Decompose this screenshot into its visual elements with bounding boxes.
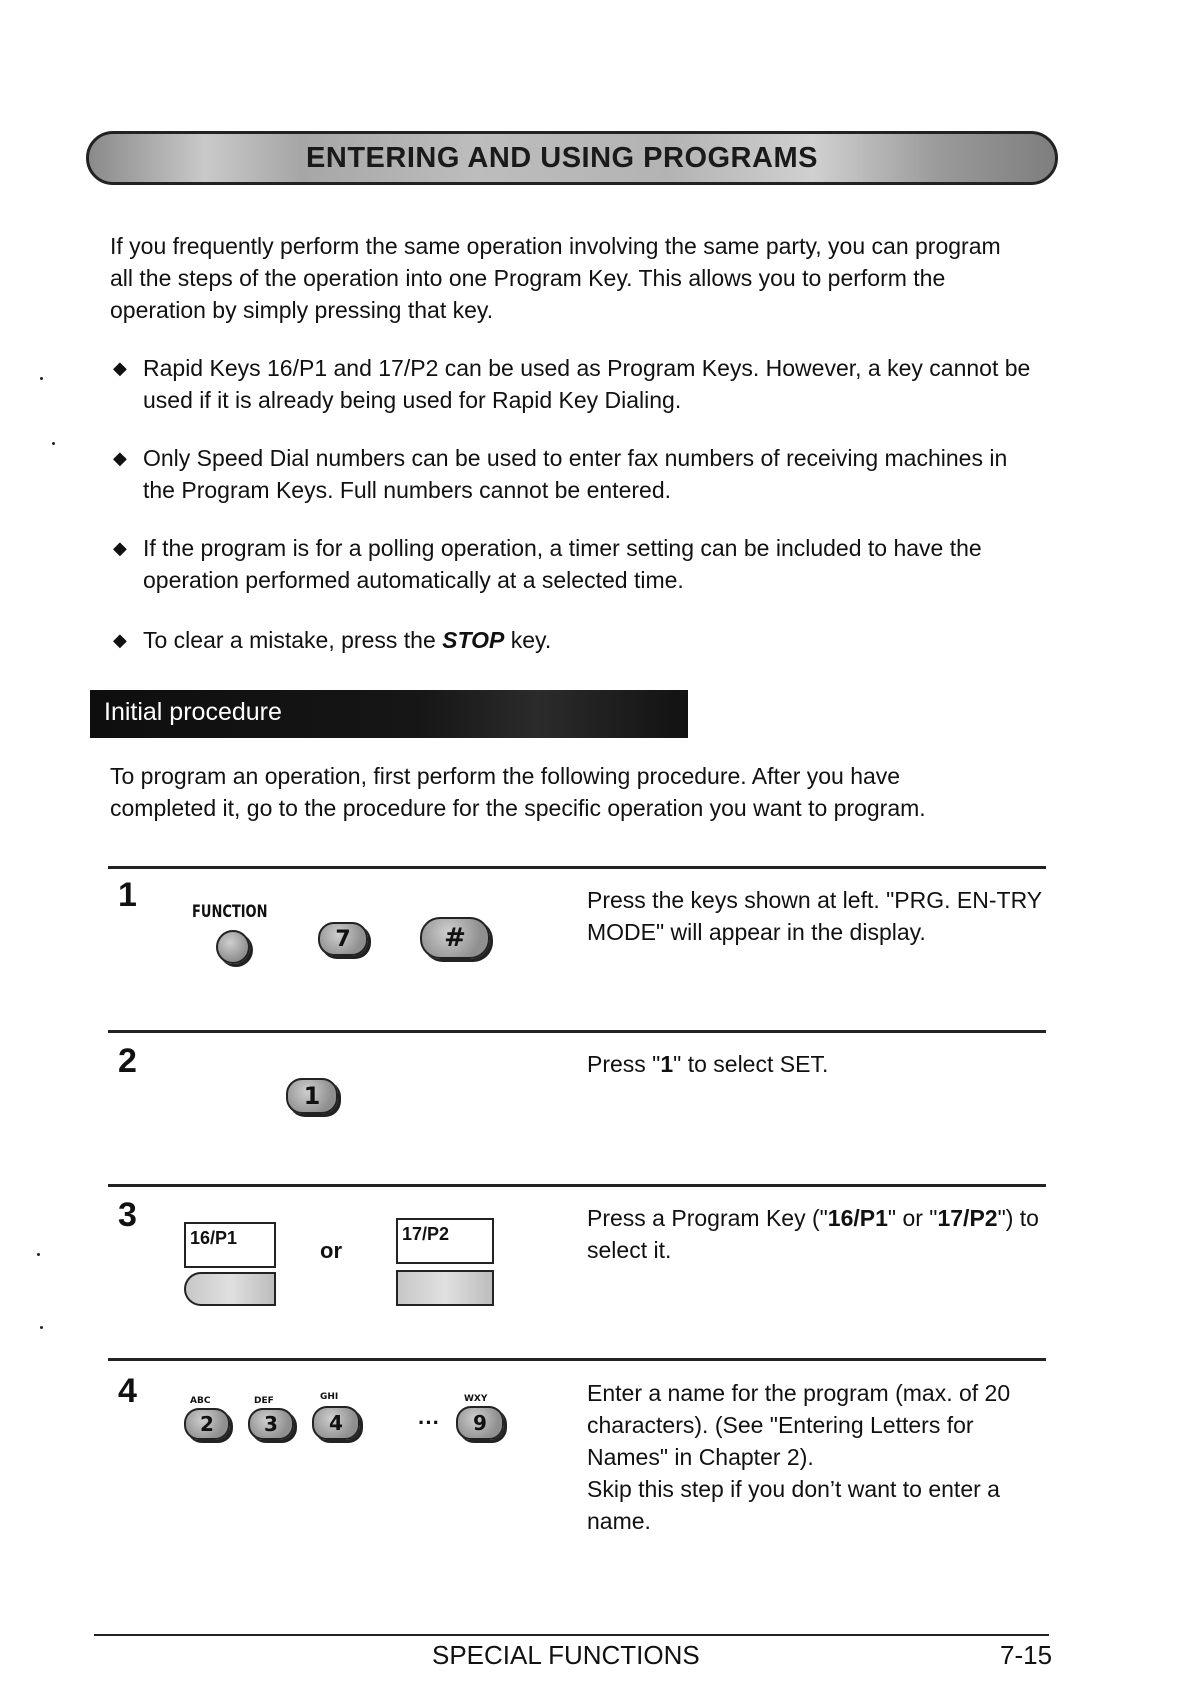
bullet-diamond-icon: ◆	[113, 538, 127, 558]
stop-key-label: STOP	[442, 627, 505, 653]
step-divider	[108, 1358, 1046, 1361]
function-key-label: FUNCTION	[192, 902, 268, 922]
step-divider	[108, 1030, 1046, 1033]
bullet-item	[113, 532, 1033, 596]
bullet-item	[113, 352, 1033, 416]
ellipsis: ···	[418, 1410, 440, 1435]
key-2: 2	[184, 1408, 230, 1440]
key-letters-label: DEF	[254, 1396, 274, 1406]
scan-mark	[52, 442, 55, 445]
bullet-item	[113, 624, 1033, 656]
bullet-diamond-icon: ◆	[113, 448, 127, 468]
bullet-text: To clear a mistake, press the STOP key.	[143, 627, 552, 653]
step-divider	[108, 866, 1046, 869]
scan-mark	[40, 377, 43, 380]
footer-divider	[94, 1634, 1049, 1636]
bullet-diamond-icon: ◆	[113, 630, 127, 650]
step-divider	[108, 1184, 1046, 1187]
step-4-text: Enter a name for the program (max. of 20 characters). (See "Entering Letters for Names" in Chapter 2). Skip this step if you don’t want to enter a name.	[587, 1380, 1011, 1534]
key-letters-label: GHI	[320, 1392, 339, 1402]
key-9: 9	[456, 1406, 504, 1440]
key-1: 1	[286, 1078, 338, 1114]
key-7: 7	[318, 922, 368, 956]
program-key-16p1-button	[184, 1272, 276, 1306]
bullet-item	[113, 442, 1033, 506]
intro-paragraph: If you frequently perform the same operation involving the same party, you can program all the steps of the operation into one Program Key. This allows you to perform the operation by simply pressing that key.	[110, 233, 1001, 323]
key-letters-label: ABC	[190, 1396, 211, 1406]
step-number: 1	[118, 876, 137, 914]
step-number: 3	[118, 1196, 137, 1234]
step-number: 4	[118, 1372, 137, 1410]
section-heading: Initial procedure	[90, 690, 688, 738]
page-title: ENTERING AND USING PROGRAMS	[306, 141, 818, 174]
key-letters-label: WXY	[464, 1394, 488, 1404]
step-number: 2	[118, 1042, 137, 1080]
function-key	[216, 930, 250, 964]
page-number: 7-15	[1000, 1640, 1053, 1670]
key-3: 3	[248, 1408, 294, 1440]
key-4: 4	[312, 1406, 360, 1440]
section-paragraph: To program an operation, first perform the following procedure. After you have completed it, go to the procedure for the specific operation you want to program.	[110, 763, 926, 821]
step-2-text: Press "1" to select SET.	[587, 1051, 829, 1077]
program-key-17p2-label: 17/P2	[396, 1218, 494, 1264]
bullet-text: Rapid Keys 16/P1 and 17/P2 can be used as Program Keys. However, a key cannot be used if it is already being used for Rapid Key Dialing.	[143, 355, 1031, 413]
step-1-text: Press the keys shown at left. "PRG. EN-TRY MODE" will appear in the display.	[587, 887, 1042, 945]
bullet-text: Only Speed Dial numbers can be used to enter fax numbers of receiving machines in the Program Keys. Full numbers cannot be entered.	[143, 445, 1008, 503]
scan-mark	[40, 1326, 43, 1329]
footer-section-title: SPECIAL FUNCTIONS	[432, 1640, 700, 1670]
scan-mark	[37, 1253, 40, 1256]
program-key-17p2-button	[396, 1270, 494, 1306]
or-label: or	[320, 1238, 342, 1263]
page-banner	[86, 131, 1058, 185]
key-hash: #	[420, 917, 490, 959]
program-key-16p1-label: 16/P1	[184, 1222, 276, 1268]
bullet-text: If the program is for a polling operation, a timer setting can be included to have the operation performed automatically at a selected time.	[143, 535, 982, 593]
step-3-text: Press a Program Key ("16/P1" or "17/P2") to select it.	[587, 1205, 1039, 1263]
bullet-diamond-icon: ◆	[113, 358, 127, 378]
